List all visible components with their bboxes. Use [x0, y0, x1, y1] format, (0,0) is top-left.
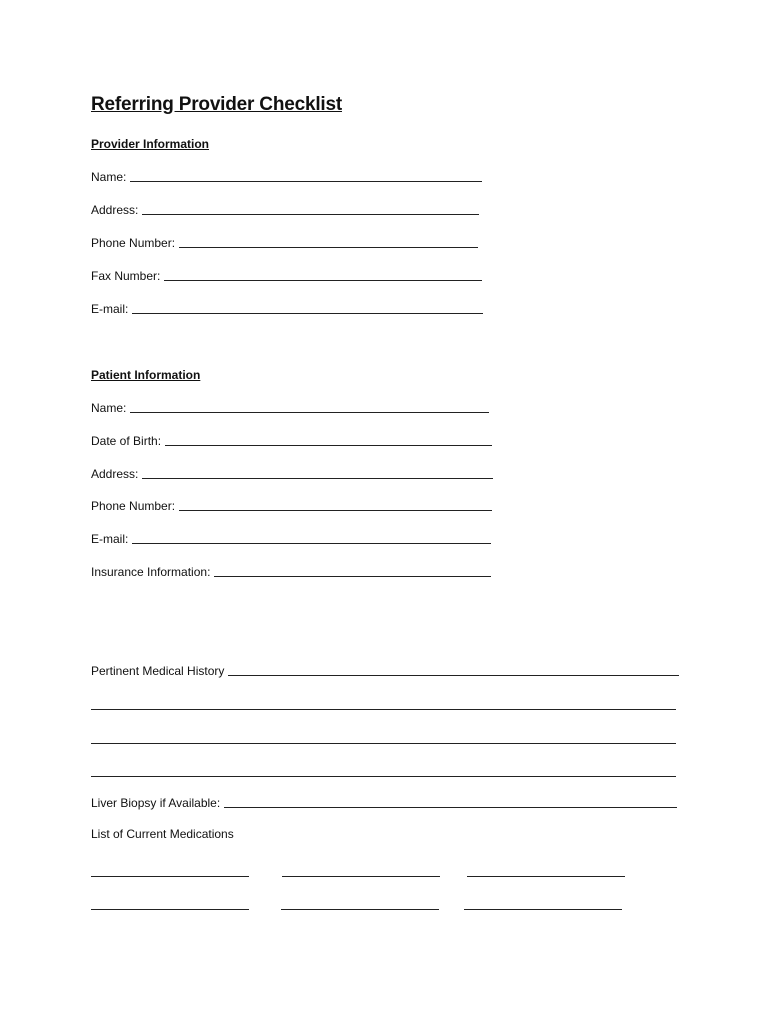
- provider-email-line[interactable]: [132, 312, 483, 314]
- patient-email-label: E-mail:: [91, 532, 129, 546]
- patient-insurance-label: Insurance Information:: [91, 565, 211, 579]
- patient-address-field[interactable]: [91, 465, 493, 481]
- medical-history-line-4[interactable]: [91, 775, 676, 777]
- provider-section-heading: Provider Information: [91, 137, 210, 151]
- medical-history-line-3[interactable]: [91, 742, 676, 744]
- patient-email-field[interactable]: [91, 530, 491, 546]
- patient-name-label: Name:: [91, 401, 127, 415]
- patient-phone-field[interactable]: [91, 497, 492, 513]
- liver-biopsy-field[interactable]: [91, 794, 677, 810]
- medication-line[interactable]: [467, 875, 625, 877]
- patient-section-heading: Patient Information: [91, 368, 201, 382]
- liver-biopsy-label: Liver Biopsy if Available:: [91, 796, 221, 810]
- medication-line[interactable]: [281, 908, 439, 910]
- provider-email-field[interactable]: [91, 300, 483, 316]
- provider-fax-line[interactable]: [164, 279, 482, 281]
- provider-phone-label: Phone Number:: [91, 236, 176, 250]
- medical-history-line-2[interactable]: [91, 708, 676, 710]
- medication-line[interactable]: [91, 875, 249, 877]
- provider-address-label: Address:: [91, 203, 139, 217]
- medications-label: List of Current Medications: [91, 827, 234, 841]
- provider-name-label: Name:: [91, 170, 127, 184]
- patient-phone-line[interactable]: [179, 509, 492, 511]
- patient-dob-line[interactable]: [165, 444, 492, 446]
- page-title: Referring Provider Checklist: [91, 94, 342, 115]
- patient-insurance-field[interactable]: [91, 563, 491, 579]
- provider-fax-field[interactable]: [91, 267, 482, 283]
- provider-name-line[interactable]: [130, 180, 482, 182]
- medical-history-line[interactable]: [228, 674, 679, 676]
- liver-biopsy-line[interactable]: [224, 806, 677, 808]
- provider-address-line[interactable]: [142, 213, 479, 215]
- medical-history-field[interactable]: [91, 662, 679, 678]
- patient-insurance-line[interactable]: [214, 575, 491, 577]
- patient-dob-field[interactable]: [91, 432, 492, 448]
- provider-fax-label: Fax Number:: [91, 269, 161, 283]
- patient-address-line[interactable]: [142, 477, 493, 479]
- provider-address-field[interactable]: [91, 201, 479, 217]
- provider-name-field[interactable]: [91, 168, 482, 184]
- provider-phone-field[interactable]: [91, 234, 478, 250]
- patient-name-field[interactable]: [91, 399, 489, 415]
- medication-line[interactable]: [282, 875, 440, 877]
- patient-address-label: Address:: [91, 467, 139, 481]
- medication-line[interactable]: [464, 908, 622, 910]
- provider-phone-line[interactable]: [179, 246, 478, 248]
- patient-dob-label: Date of Birth:: [91, 434, 162, 448]
- medication-line[interactable]: [91, 908, 249, 910]
- patient-phone-label: Phone Number:: [91, 499, 176, 513]
- patient-email-line[interactable]: [132, 542, 491, 544]
- provider-email-label: E-mail:: [91, 302, 129, 316]
- medical-history-label: Pertinent Medical History: [91, 664, 225, 678]
- patient-name-line[interactable]: [130, 411, 489, 413]
